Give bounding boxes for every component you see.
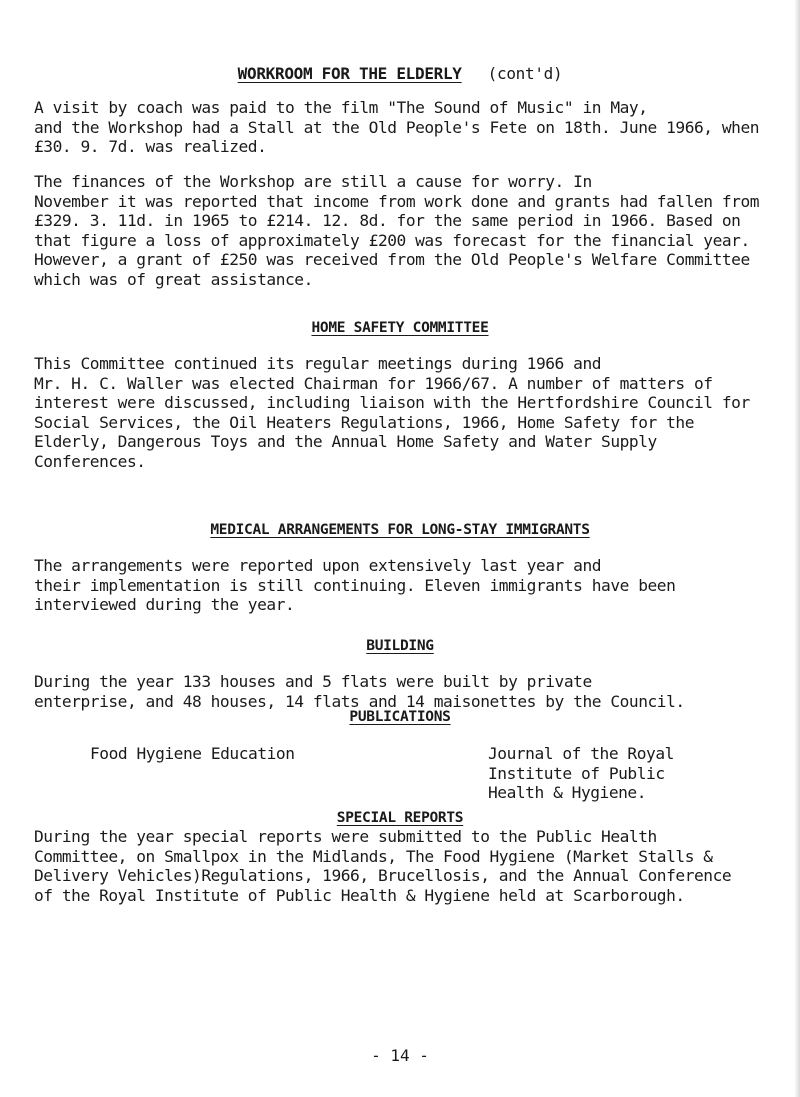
workroom-heading-line: [0, 64, 800, 83]
heading-home-safety: HOME SAFETY COMMITTEE: [311, 320, 489, 336]
page-number: - 14 -: [371, 1046, 429, 1065]
medical-paragraph: The arrangements were reported upon extensively last year and their implementation is still continuing. Eleven immigrants have been interviewed during the year.: [34, 556, 676, 614]
heading-special-reports: SPECIAL REPORTS: [336, 810, 464, 826]
special-reports-paragraph: During the year special reports were submitted to the Public Health Committee, on Smallpox in the Midlands, The Food Hygiene (Market Stalls & Delivery Vehicles)Regulations, 1966, Brucellosis, and the Annual Conference of the Royal Institute of Public Health & Hygiene held at Scarborough.: [34, 827, 732, 905]
scan-edge-shadow: [794, 0, 800, 1097]
heading-publications: PUBLICATIONS: [349, 709, 451, 725]
heading-workroom-suffix: (cont'd): [487, 64, 563, 83]
heading-medical-arrangements: MEDICAL ARRANGEMENTS FOR LONG-STAY IMMIGRANTS: [210, 522, 590, 538]
heading-building: BUILDING: [366, 638, 434, 654]
publication-food-hygiene: Food Hygiene Education: [90, 744, 295, 763]
home-safety-paragraph: This Committee continued its regular meetings during 1966 and Mr. H. C. Waller was elected Chairman for 1966/67. A number of matters of interest were discussed, including liaison with the Hertfordshire Council for Social Services, the Oil Heaters Regulations, 1966, Home Safety for the Elderly, Dangerous Toys and the Annual Home Safety and Water Supply Conferences.: [34, 354, 750, 471]
building-paragraph: During the year 133 houses and 5 flats were built by private enterprise, and 48 houses, 14 flats and 14 maisonettes by the Council.: [34, 672, 685, 711]
workroom-paragraph-2: The finances of the Workshop are still a cause for worry. In November it was reported that income from work done and grants had fallen from £329. 3. 11d. in 1965 to £214. 12. 8d. for the same period in 1966. Based on that figure a loss of approximately £200 was forecast for the financial year. However, a grant of £250 was received from the Old People's Welfare Committee which was of great assistance.: [34, 172, 760, 289]
publication-journal: Journal of the Royal Institute of Public Health & Hygiene.: [488, 744, 674, 802]
heading-workroom: WORKROOM FOR THE ELDERLY: [237, 64, 462, 83]
workroom-paragraph-1: A visit by coach was paid to the film "The Sound of Music" in May, and the Workshop had a Stall at the Old People's Fete on 18th. June 1966, when £30. 9. 7d. was realized.: [34, 98, 760, 156]
